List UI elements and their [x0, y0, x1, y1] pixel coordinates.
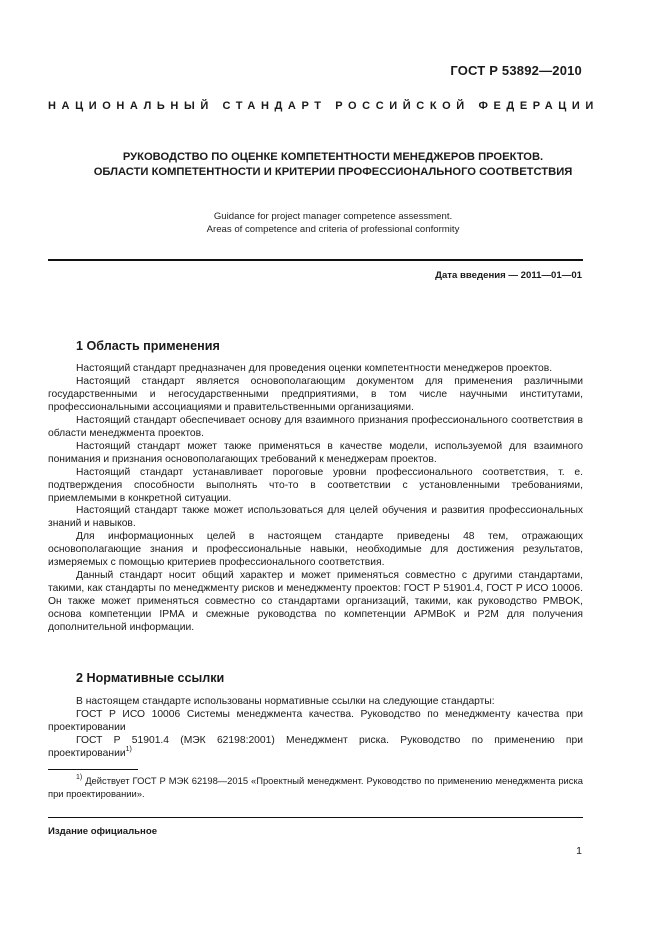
footnote-text: Действует ГОСТ Р МЭК 62198—2015 «Проектный менеджмент. Руководство по применению менеджмента риска при проектировании».: [48, 775, 583, 799]
english-title: [48, 211, 618, 236]
footnote-reference: 1): [125, 745, 132, 753]
section-1-paragraph: Для информационных целей в настоящем стандарте приведены 48 тем, отражающих основополагающие знания и профессиональные навыки, необходимые для достижения результатов, измеряемых с помощью критериев профессионального соответствия.: [48, 531, 583, 569]
section-2-body: [48, 696, 583, 761]
section-1-paragraph: Данный стандарт носит общий характер и может применяться совместно с другими стандартами, такими, как стандарты по менеджменту рисков и менеджменту проектов: ГОСТ Р 51901.4, ГОСТ Р ИСО 10006. Он также может применяться совместно со стандартами организаций, такими, как руководство PMBOK, основа компетенции IPMA и смежные руководства по компетенции APMBoK и P2M для получения дополнительной информации.: [48, 570, 583, 634]
document-title: [48, 150, 618, 180]
edition-label: Издание официальное: [48, 826, 158, 837]
footnote-divider: [48, 769, 138, 770]
title-divider: [48, 259, 583, 261]
title-line-2: ОБЛАСТИ КОМПЕТЕНТНОСТИ И КРИТЕРИИ ПРОФЕССИОНАЛЬНОГО СООТВЕТСТВИЯ: [93, 166, 573, 178]
section-2-paragraph: ГОСТ Р ИСО 10006 Системы менеджмента качества. Руководство по менеджменту качества при проектировании: [48, 708, 583, 733]
section-2-paragraph: [48, 735, 583, 761]
section-1-paragraph: Настоящий стандарт является основополагающим документом для применения различными государственными и негосударственными предприятиями, в том числе научными институтами, профессиональными ассоциациями и правительственными организациями.: [48, 375, 583, 413]
section-1-paragraph: Настоящий стандарт может также применяться в качестве модели, используемой для взаимного понимания и признания основополагающих требований к менеджерам проектов.: [48, 440, 583, 465]
section-1-paragraph: Настоящий стандарт устанавливает пороговые уровни профессионального соответствия, т. е. подтверждения способности выполнять что-то в соответствии с установленными требованиями, приемлемыми в конкретной ситуации.: [48, 466, 583, 504]
section-1-body: [48, 363, 583, 635]
english-title-line-1: Guidance for project manager competence assessment.: [213, 211, 453, 222]
section-2-heading: 2 Нормативные ссылки: [76, 671, 225, 685]
section-1-paragraph: Настоящий стандарт обеспечивает основу для взаимного признания профессионального соответствия в области менеджмента проектов.: [48, 414, 583, 439]
section-2-paragraph: В настоящем стандарте использованы нормативные ссылки на следующие стандарты:: [76, 696, 495, 707]
document-number: ГОСТ Р 53892—2010: [450, 63, 582, 78]
introduction-date: Дата введения — 2011—01—01: [435, 270, 582, 281]
footer-divider: [48, 817, 583, 818]
section-1-paragraph: Настоящий стандарт предназначен для проведения оценки компетентности менеджеров проектов.: [76, 363, 553, 374]
section-1-paragraph: Настоящий стандарт также может использоваться для целей обучения и развития профессиональных знаний и навыков.: [48, 505, 583, 530]
footnote-mark: 1): [76, 774, 83, 781]
page-number: 1: [576, 845, 582, 857]
footnote: [48, 774, 583, 800]
reference-text: ГОСТ Р 51901.4 (МЭК 62198:2001) Менеджмент риска. Руководство по применению при проектировании: [48, 734, 583, 759]
english-title-line-2: Areas of competence and criteria of professional conformity: [206, 223, 460, 235]
national-standard-banner: НАЦИОНАЛЬНЫЙ СТАНДАРТ РОССИЙСКОЙ ФЕДЕРАЦИИ: [48, 100, 599, 112]
title-line-1: РУКОВОДСТВО ПО ОЦЕНКЕ КОМПЕТЕНТНОСТИ МЕНЕДЖЕРОВ ПРОЕКТОВ.: [122, 151, 544, 163]
section-1-heading: 1 Область применения: [76, 339, 220, 353]
